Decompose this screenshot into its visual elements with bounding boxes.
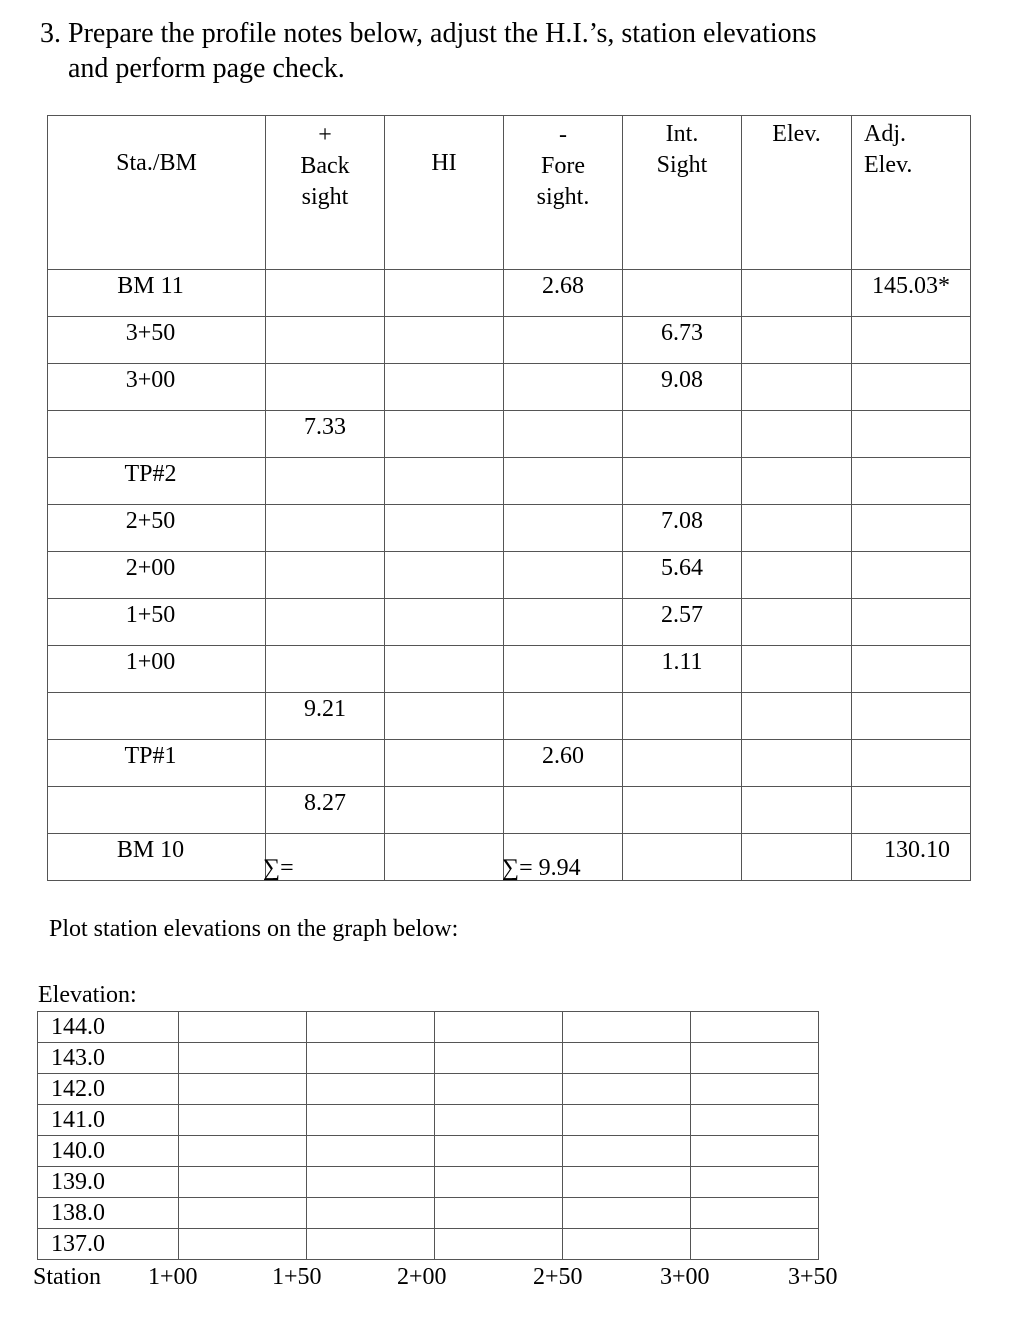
- cell-is: 2.57: [623, 599, 742, 646]
- cell-hi: [385, 458, 504, 505]
- graph-cell: [435, 1074, 563, 1105]
- graph-row: [38, 1136, 819, 1167]
- graph-cell: [307, 1198, 435, 1229]
- table-row: [48, 364, 971, 411]
- header-adj-elev-line2: Elev.: [864, 152, 913, 178]
- header-backsight-line1: Back: [300, 153, 350, 179]
- cell-sta: 2+50: [48, 505, 266, 552]
- cell-sta: 3+50: [48, 317, 266, 364]
- cell-is: 6.73: [623, 317, 742, 364]
- cell-adj: [852, 599, 971, 646]
- cell-is: 5.64: [623, 552, 742, 599]
- cell-adj: [852, 552, 971, 599]
- header-foresight-sign: -: [559, 122, 567, 148]
- cell-is: 7.08: [623, 505, 742, 552]
- cell-elev: [742, 787, 852, 834]
- x-tick-label: 1+50: [272, 1264, 322, 1290]
- graph-cell: [563, 1012, 691, 1043]
- y-tick-label: 140.0: [38, 1136, 179, 1167]
- header-elev: Elev.: [742, 116, 852, 270]
- header-row: [48, 116, 971, 270]
- graph-cell: [307, 1074, 435, 1105]
- table-row: [48, 552, 971, 599]
- question-title: 3. Prepare the profile notes below, adjust the H.I.’s, station elevations and perform page check.: [40, 18, 817, 84]
- cell-sta: TP#2: [48, 458, 266, 505]
- table-row: [48, 693, 971, 740]
- graph-cell: [179, 1105, 307, 1136]
- x-tick-label: 1+00: [148, 1264, 198, 1290]
- cell-fs: [504, 505, 623, 552]
- cell-elev: [742, 458, 852, 505]
- graph-cell: [691, 1136, 819, 1167]
- graph-row: [38, 1198, 819, 1229]
- cell-hi: [385, 693, 504, 740]
- graph-cell: [179, 1043, 307, 1074]
- graph-cell: [563, 1198, 691, 1229]
- cell-is: [623, 787, 742, 834]
- header-backsight: [266, 116, 385, 270]
- cell-sta: BM 10: [48, 834, 266, 881]
- backsight-sum: ∑=: [263, 855, 294, 881]
- table-row: [48, 646, 971, 693]
- header-int-sight-line2: Sight: [656, 152, 708, 178]
- graph-cell: [691, 1229, 819, 1260]
- graph-row: [38, 1105, 819, 1136]
- cell-sta: [48, 693, 266, 740]
- graph-cell: [691, 1043, 819, 1074]
- cell-fs: [504, 646, 623, 693]
- elevation-axis-label: Elevation:: [38, 982, 137, 1008]
- cell-elev: [742, 740, 852, 787]
- cell-adj: 130.10: [852, 834, 971, 881]
- cell-hi: [385, 646, 504, 693]
- header-adj-elev: [852, 116, 971, 270]
- y-tick-label: 137.0: [38, 1229, 179, 1260]
- cell-sta: 1+00: [48, 646, 266, 693]
- graph-cell: [307, 1105, 435, 1136]
- cell-is: [623, 740, 742, 787]
- x-tick-label: 2+50: [533, 1264, 583, 1290]
- cell-bs: [266, 599, 385, 646]
- cell-elev: [742, 646, 852, 693]
- graph-cell: [691, 1198, 819, 1229]
- cell-bs: 7.33: [266, 411, 385, 458]
- graph-cell: [435, 1229, 563, 1260]
- cell-bs: [266, 740, 385, 787]
- table-row: [48, 787, 971, 834]
- cell-adj: [852, 317, 971, 364]
- graph-cell: [179, 1074, 307, 1105]
- graph-cell: [435, 1136, 563, 1167]
- cell-fs: 2.60: [504, 740, 623, 787]
- graph-cell: [435, 1198, 563, 1229]
- cell-fs: [504, 787, 623, 834]
- graph-cell: [179, 1167, 307, 1198]
- table-row: [48, 740, 971, 787]
- graph-cell: [691, 1012, 819, 1043]
- y-tick-label: 139.0: [38, 1167, 179, 1198]
- plot-instruction: Plot station elevations on the graph below:: [49, 916, 459, 942]
- table-row: [48, 505, 971, 552]
- cell-hi: [385, 552, 504, 599]
- cell-bs: [266, 505, 385, 552]
- graph-cell: [435, 1167, 563, 1198]
- cell-sta: [48, 411, 266, 458]
- cell-sta: 1+50: [48, 599, 266, 646]
- y-tick-label: 138.0: [38, 1198, 179, 1229]
- header-int-sight: [623, 116, 742, 270]
- graph-cell: [179, 1136, 307, 1167]
- cell-elev: [742, 693, 852, 740]
- cell-sta: 2+00: [48, 552, 266, 599]
- header-backsight-line2: sight: [301, 184, 349, 210]
- cell-hi: [385, 411, 504, 458]
- cell-elev: [742, 599, 852, 646]
- header-foresight: [504, 116, 623, 270]
- graph-cell: [307, 1167, 435, 1198]
- cell-adj: [852, 693, 971, 740]
- cell-elev: [742, 505, 852, 552]
- graph-cell: [179, 1198, 307, 1229]
- cell-bs: [266, 552, 385, 599]
- header-int-sight-line1: Int.: [665, 121, 699, 147]
- graph-cell: [563, 1105, 691, 1136]
- cell-hi: [385, 364, 504, 411]
- table-row: [48, 317, 971, 364]
- graph-cell: [563, 1167, 691, 1198]
- cell-adj: [852, 740, 971, 787]
- cell-hi: [385, 740, 504, 787]
- cell-adj: [852, 364, 971, 411]
- graph-cell: [691, 1167, 819, 1198]
- header-foresight-line2: sight.: [536, 184, 590, 210]
- elevation-graph-grid: [37, 1011, 819, 1260]
- cell-is: [623, 458, 742, 505]
- x-tick-label: 3+50: [788, 1264, 838, 1290]
- cell-elev: [742, 552, 852, 599]
- table-row: [48, 599, 971, 646]
- cell-fs: [504, 693, 623, 740]
- x-tick-label: 2+00: [397, 1264, 447, 1290]
- cell-fs: 2.68: [504, 270, 623, 317]
- station-axis-label: Station: [33, 1264, 102, 1290]
- cell-fs: [504, 458, 623, 505]
- graph-cell: [563, 1074, 691, 1105]
- foresight-sum: ∑= 9.94: [502, 855, 581, 881]
- cell-bs: 8.27: [266, 787, 385, 834]
- header-foresight-line1: Fore: [541, 153, 585, 179]
- graph-row: [38, 1012, 819, 1043]
- cell-sta: [48, 787, 266, 834]
- cell-elev: [742, 317, 852, 364]
- cell-bs: [266, 270, 385, 317]
- graph-cell: [307, 1012, 435, 1043]
- profile-notes-table: [47, 115, 971, 881]
- cell-adj: [852, 505, 971, 552]
- graph-row: [38, 1167, 819, 1198]
- graph-cell: [563, 1136, 691, 1167]
- cell-bs: [266, 458, 385, 505]
- cell-hi: [385, 270, 504, 317]
- cell-adj: [852, 787, 971, 834]
- cell-elev: [742, 364, 852, 411]
- header-adj-elev-line1: Adj.: [864, 121, 906, 147]
- graph-cell: [179, 1012, 307, 1043]
- cell-elev: [742, 270, 852, 317]
- cell-hi: [385, 599, 504, 646]
- cell-is: [623, 411, 742, 458]
- graph-cell: [435, 1105, 563, 1136]
- cell-adj: [852, 646, 971, 693]
- y-tick-label: 141.0: [38, 1105, 179, 1136]
- cell-is: [623, 834, 742, 881]
- cell-hi: [385, 317, 504, 364]
- graph-cell: [307, 1043, 435, 1074]
- cell-bs: [266, 646, 385, 693]
- cell-is: [623, 693, 742, 740]
- cell-is: 9.08: [623, 364, 742, 411]
- cell-fs: [504, 411, 623, 458]
- cell-hi: [385, 787, 504, 834]
- graph-cell: [563, 1229, 691, 1260]
- cell-fs: [504, 364, 623, 411]
- table-row: [48, 458, 971, 505]
- header-hi: HI: [385, 116, 504, 270]
- cell-is: 1.11: [623, 646, 742, 693]
- graph-cell: [435, 1043, 563, 1074]
- cell-adj: [852, 411, 971, 458]
- graph-row: [38, 1043, 819, 1074]
- graph-cell: [179, 1229, 307, 1260]
- header-sta: Sta./BM: [48, 116, 266, 270]
- cell-sta: 3+00: [48, 364, 266, 411]
- cell-bs: [266, 364, 385, 411]
- header-backsight-sign: +: [318, 122, 332, 148]
- x-tick-label: 3+00: [660, 1264, 710, 1290]
- y-tick-label: 143.0: [38, 1043, 179, 1074]
- graph-row: [38, 1229, 819, 1260]
- cell-bs: [266, 317, 385, 364]
- cell-elev: [742, 411, 852, 458]
- cell-fs: [504, 552, 623, 599]
- graph-row: [38, 1074, 819, 1105]
- graph-cell: [435, 1012, 563, 1043]
- table-row: [48, 270, 971, 317]
- cell-adj: 145.03*: [852, 270, 971, 317]
- y-tick-label: 142.0: [38, 1074, 179, 1105]
- graph-cell: [691, 1105, 819, 1136]
- cell-fs: [504, 317, 623, 364]
- cell-hi: [385, 834, 504, 881]
- cell-is: [623, 270, 742, 317]
- cell-bs: 9.21: [266, 693, 385, 740]
- cell-hi: [385, 505, 504, 552]
- cell-sta: TP#1: [48, 740, 266, 787]
- cell-sta: BM 11: [48, 270, 266, 317]
- graph-cell: [307, 1136, 435, 1167]
- cell-elev: [742, 834, 852, 881]
- cell-fs: [504, 599, 623, 646]
- cell-adj: [852, 458, 971, 505]
- y-tick-label: 144.0: [38, 1012, 179, 1043]
- table-row: [48, 411, 971, 458]
- graph-cell: [307, 1229, 435, 1260]
- graph-cell: [563, 1043, 691, 1074]
- graph-cell: [691, 1074, 819, 1105]
